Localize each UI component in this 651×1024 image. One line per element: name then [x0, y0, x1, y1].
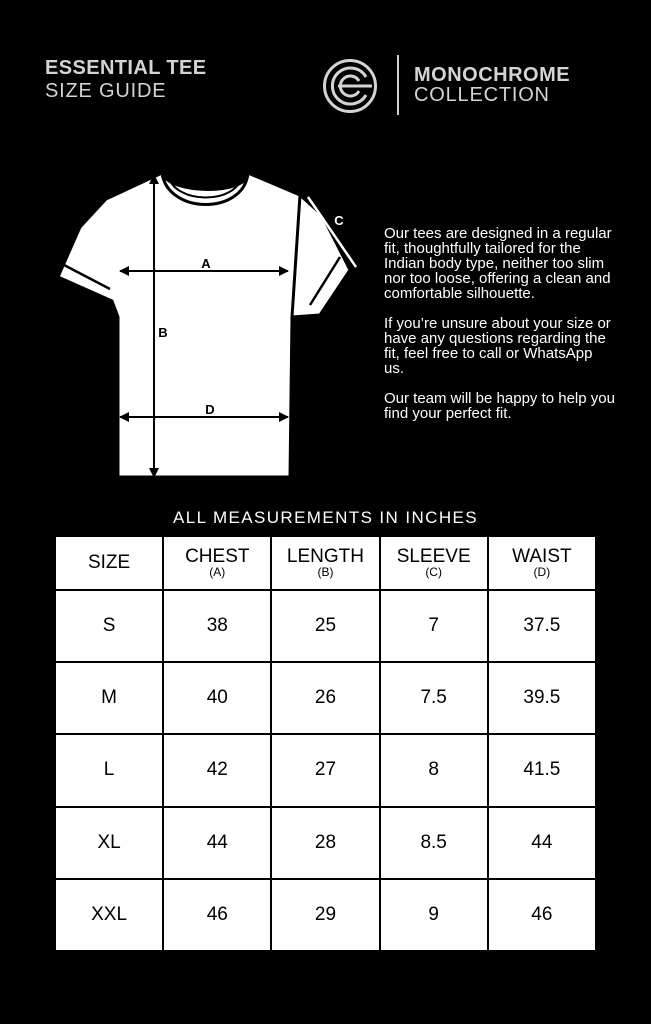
cell-length: 28 — [271, 807, 379, 879]
cell-length: 25 — [271, 590, 379, 662]
header-sleeve: SLEEVE (C) — [380, 536, 488, 590]
cell-length: 29 — [271, 879, 379, 951]
table-row — [55, 879, 596, 951]
circular-e-logo-icon — [322, 58, 378, 114]
table-row — [55, 590, 596, 662]
description-paragraph-1: Our tees are designed in a regular fit, thoughtfully tailored for the Indian body type, neither too slim nor too loose, offering a clean and comfortable silhouette. — [384, 225, 612, 302]
header-right — [414, 65, 570, 105]
cell-sleeve: 8.5 — [380, 807, 488, 879]
cell-chest: 44 — [163, 807, 271, 879]
cell-chest: 42 — [163, 734, 271, 806]
product-subtitle: SIZE GUIDE — [45, 80, 167, 102]
table-row — [55, 662, 596, 734]
tshirt-diagram — [50, 165, 370, 485]
size-chart-table — [54, 535, 597, 952]
cell-sleeve: 7 — [380, 590, 488, 662]
header-chest: CHEST (A) — [163, 536, 271, 590]
fit-description — [384, 226, 616, 436]
tshirt-outline — [58, 173, 302, 477]
description-paragraph-3: Our team will be happy to help you find your perfect fit. — [384, 390, 615, 422]
collection-title: MONOCHROME — [414, 64, 571, 86]
cell-length: 27 — [271, 734, 379, 806]
header-size: SIZE — [55, 536, 163, 590]
cell-waist: 37.5 — [488, 590, 596, 662]
cell-waist: 39.5 — [488, 662, 596, 734]
cell-waist: 46 — [488, 879, 596, 951]
header-left — [45, 57, 207, 103]
header-divider — [397, 55, 399, 115]
cell-sleeve: 9 — [380, 879, 488, 951]
cell-waist: 41.5 — [488, 734, 596, 806]
cell-length: 26 — [271, 662, 379, 734]
product-title: ESSENTIAL TEE — [45, 57, 207, 79]
description-paragraph-2: If you’re unsure about your size or have any questions regarding the fit, feel free to call or WhatsApp us. — [384, 315, 611, 377]
label-b: B — [158, 325, 168, 340]
cell-chest: 46 — [163, 879, 271, 951]
table-row — [55, 807, 596, 879]
cell-sleeve: 7.5 — [380, 662, 488, 734]
cell-size: L — [55, 734, 163, 806]
cell-chest: 38 — [163, 590, 271, 662]
table-header-row — [55, 536, 596, 590]
label-c: C — [334, 213, 344, 228]
header-waist: WAIST (D) — [488, 536, 596, 590]
cell-size: XL — [55, 807, 163, 879]
cell-size: S — [55, 590, 163, 662]
cell-chest: 40 — [163, 662, 271, 734]
cell-size: XXL — [55, 879, 163, 951]
header-length: LENGTH (B) — [271, 536, 379, 590]
label-a: A — [201, 256, 211, 271]
table-caption: ALL MEASUREMENTS IN INCHES — [173, 508, 478, 527]
table-row — [55, 734, 596, 806]
cell-size: M — [55, 662, 163, 734]
cell-waist: 44 — [488, 807, 596, 879]
label-d: D — [205, 402, 215, 417]
cell-sleeve: 8 — [380, 734, 488, 806]
collection-subtitle: COLLECTION — [414, 84, 550, 106]
